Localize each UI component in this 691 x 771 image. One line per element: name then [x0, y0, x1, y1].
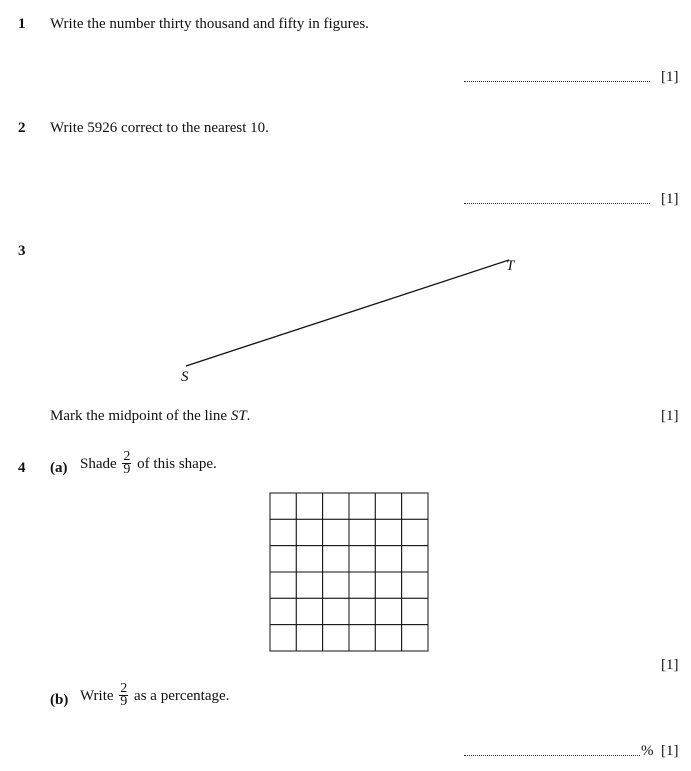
grid-cell[interactable] — [349, 625, 375, 651]
question-4b-marks: [1] — [661, 743, 679, 759]
grid-cell[interactable] — [375, 572, 401, 598]
grid-cell[interactable] — [296, 519, 322, 545]
fraction-denominator: 9 — [123, 462, 131, 477]
grid-cell[interactable] — [349, 519, 375, 545]
question-1-text: Write the number thirty thousand and fifty in figures. — [50, 16, 369, 32]
grid-cell[interactable] — [270, 493, 296, 519]
question-2-marks: [1] — [661, 191, 679, 207]
question-4a-text-after: of this shape. — [137, 455, 217, 472]
question-2-text: Write 5926 correct to the nearest 10. — [50, 120, 269, 136]
grid-cell[interactable] — [349, 572, 375, 598]
question-3-marks: [1] — [661, 408, 679, 424]
question-2-number: 2 — [18, 120, 26, 136]
grid-cell[interactable] — [375, 625, 401, 651]
grid-cell[interactable] — [402, 598, 428, 624]
grid-cell[interactable] — [323, 546, 349, 572]
question-4b-text-after: as a percentage. — [134, 687, 230, 704]
grid-cell[interactable] — [296, 546, 322, 572]
question-4b-text — [80, 681, 230, 709]
grid-cell[interactable] — [375, 519, 401, 545]
grid-cell[interactable] — [349, 598, 375, 624]
question-4a-text-before: Shade — [80, 455, 117, 472]
fraction-numerator-b: 2 — [120, 681, 128, 696]
grid-cell[interactable] — [349, 493, 375, 519]
grid-cell[interactable] — [270, 546, 296, 572]
grid-cell[interactable] — [270, 598, 296, 624]
fraction-numerator: 2 — [123, 449, 131, 464]
question-1-marks: [1] — [661, 69, 679, 85]
question-4b-text-before: Write — [80, 687, 114, 704]
grid-cell[interactable] — [296, 572, 322, 598]
question-3-number: 3 — [18, 243, 26, 259]
grid-cell[interactable] — [323, 598, 349, 624]
grid-cell[interactable] — [402, 572, 428, 598]
grid-cell[interactable] — [296, 625, 322, 651]
grid-cell[interactable] — [323, 493, 349, 519]
question-3-text-before: Mark the midpoint of the line — [50, 408, 231, 424]
point-t-label: T — [506, 258, 515, 274]
grid-cell[interactable] — [402, 493, 428, 519]
question-3-text-after: . — [246, 408, 251, 424]
grid-cell[interactable] — [296, 598, 322, 624]
question-4b-label: (b) — [50, 692, 69, 708]
grid-cell[interactable] — [349, 546, 375, 572]
question-4a-label: (a) — [50, 460, 68, 476]
grid-cell[interactable] — [402, 625, 428, 651]
grid-cell[interactable] — [296, 493, 322, 519]
grid-cell[interactable] — [402, 519, 428, 545]
fraction-denominator-b: 9 — [120, 694, 128, 709]
grid-cell[interactable] — [323, 625, 349, 651]
grid-cell[interactable] — [270, 625, 296, 651]
fraction-two-ninths-b — [119, 683, 128, 708]
question-4a-marks: [1] — [661, 657, 679, 673]
question-4b-answer-line[interactable] — [464, 755, 640, 756]
grid-cell[interactable] — [375, 598, 401, 624]
grid-cell[interactable] — [375, 546, 401, 572]
grid-cell[interactable] — [323, 519, 349, 545]
grid-cell[interactable] — [375, 493, 401, 519]
question-1-number: 1 — [18, 16, 26, 32]
grid-cell[interactable] — [323, 572, 349, 598]
grid-cell[interactable] — [270, 572, 296, 598]
point-s-label: S — [181, 369, 189, 385]
grid-cell[interactable] — [402, 546, 428, 572]
question-4-number: 4 — [18, 460, 26, 476]
percent-sign: % — [641, 743, 654, 759]
grid-cell[interactable] — [270, 519, 296, 545]
question-3-text-italic: ST — [230, 408, 247, 424]
